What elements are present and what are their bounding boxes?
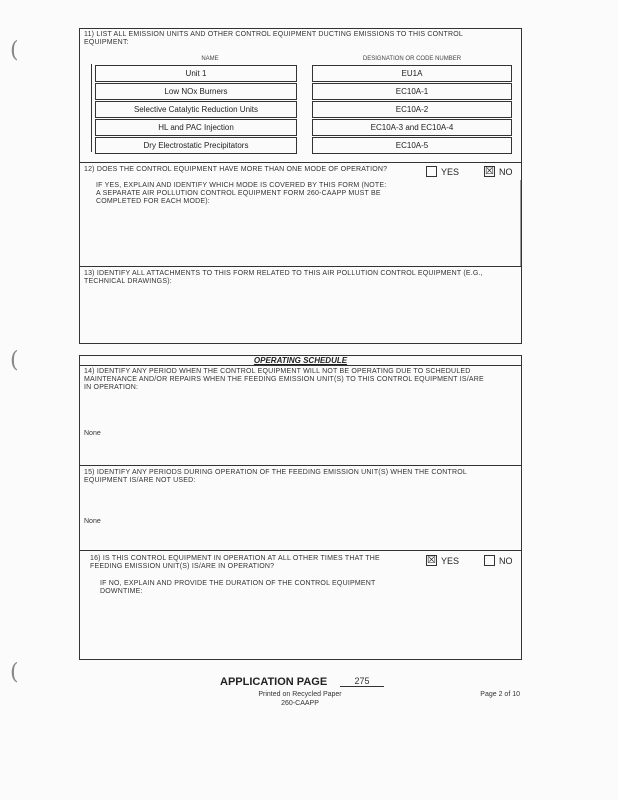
divider: [79, 266, 522, 267]
divider: [79, 550, 522, 551]
application-page-number: 275: [340, 676, 384, 687]
q12-yes-label: YES: [441, 167, 460, 177]
operating-schedule-title: OPERATING SCHEDULE: [253, 356, 348, 365]
question-15-answer: None: [84, 518, 101, 525]
question-16-label: 16) IS THIS CONTROL EQUIPMENT IN OPERATION AT ALL OTHER TIMES THAT THE FEEDING EMISSION UNIT(S) IS/ARE IN OPERATION?: [90, 555, 380, 570]
divider: [79, 365, 522, 366]
question-15-label: 15) IDENTIFY ANY PERIODS DURING OPERATION OF THE FEEDING EMISSION UNIT(S) WHEN THE CONTROL EQUIPMENT IS/ARE NOT USED:: [84, 469, 467, 484]
equipment-name-cell: Low NOx Burners: [95, 83, 297, 100]
equipment-name-cell: HL and PAC Injection: [95, 119, 297, 136]
equipment-name-cell: Unit 1: [95, 65, 297, 82]
question-11-label: 11) LIST ALL EMISSION UNITS AND OTHER CONTROL EQUIPMENT DUCTING EMISSIONS TO THIS CONTROL EQUIPMENT:: [84, 31, 464, 46]
margin-mark: [520, 180, 521, 266]
equipment-code-cell: EC10A-2: [312, 101, 512, 118]
q16-no-checkbox[interactable]: [484, 555, 495, 566]
q16-no-label: NO: [499, 556, 513, 566]
q12-no-checkbox[interactable]: ☒: [485, 166, 494, 177]
equipment-code-cell: EC10A-3 and EC10A-4: [312, 119, 512, 136]
recycled-paper-note: Printed on Recycled Paper: [258, 691, 342, 698]
question-16-explain: IF NO, EXPLAIN AND PROVIDE THE DURATION OF THE CONTROL EQUIPMENT DOWNTIME:: [100, 580, 376, 595]
binder-hole-mark: (: [10, 38, 19, 63]
q12-no-label: NO: [499, 167, 513, 177]
section-schedule-box: [79, 355, 522, 660]
application-page-label: APPLICATION PAGE: [220, 676, 328, 688]
equipment-name-cell: Dry Electrostatic Precipitators: [95, 137, 297, 154]
question-12-label: 12) DOES THE CONTROL EQUIPMENT HAVE MORE THAN ONE MODE OF OPERATION?: [84, 166, 388, 173]
code-column-header: DESIGNATION OR CODE NUMBER: [362, 56, 462, 62]
page-number: Page 2 of 10: [480, 691, 520, 698]
q16-yes-checkbox[interactable]: ☒: [427, 555, 436, 566]
question-13-label: 13) IDENTIFY ALL ATTACHMENTS TO THIS FORM RELATED TO THIS AIR POLLUTION CONTROL EQUIPMENT (E.G., TECHNICAL DRAWINGS):: [84, 270, 483, 285]
binder-hole-mark: (: [10, 348, 19, 373]
question-14-label: 14) IDENTIFY ANY PERIOD WHEN THE CONTROL EQUIPMENT WILL NOT BE OPERATING DUE TO SCHEDULED MAINTENANCE AND/OR REPAIRS WHEN THE FEEDING EMISSION UNIT(S) TO THIS CONTROL EQUIPMENT IS/ARE IN OPERATION:: [84, 368, 484, 391]
form-code: 260-CAAPP: [281, 700, 319, 707]
question-14-answer: None: [84, 430, 101, 437]
table-border: [91, 64, 92, 152]
equipment-code-cell: EC10A-5: [312, 137, 512, 154]
equipment-code-cell: EU1A: [312, 65, 512, 82]
binder-hole-mark: (: [10, 660, 19, 685]
name-column-header: NAME: [201, 56, 219, 62]
q16-yes-label: YES: [441, 556, 460, 566]
divider: [79, 162, 522, 163]
q12-yes-checkbox[interactable]: [426, 166, 437, 177]
equipment-name-cell: Selective Catalytic Reduction Units: [95, 101, 297, 118]
question-12-explain: IF YES, EXPLAIN AND IDENTIFY WHICH MODE IS COVERED BY THIS FORM (NOTE: A SEPARATE AIR POLLUTION CONTROL EQUIPMENT FORM 260-CAAPP MUST BE COMPLETED FOR EACH MODE):: [96, 182, 387, 205]
equipment-code-cell: EC10A-1: [312, 83, 512, 100]
divider: [79, 465, 522, 466]
